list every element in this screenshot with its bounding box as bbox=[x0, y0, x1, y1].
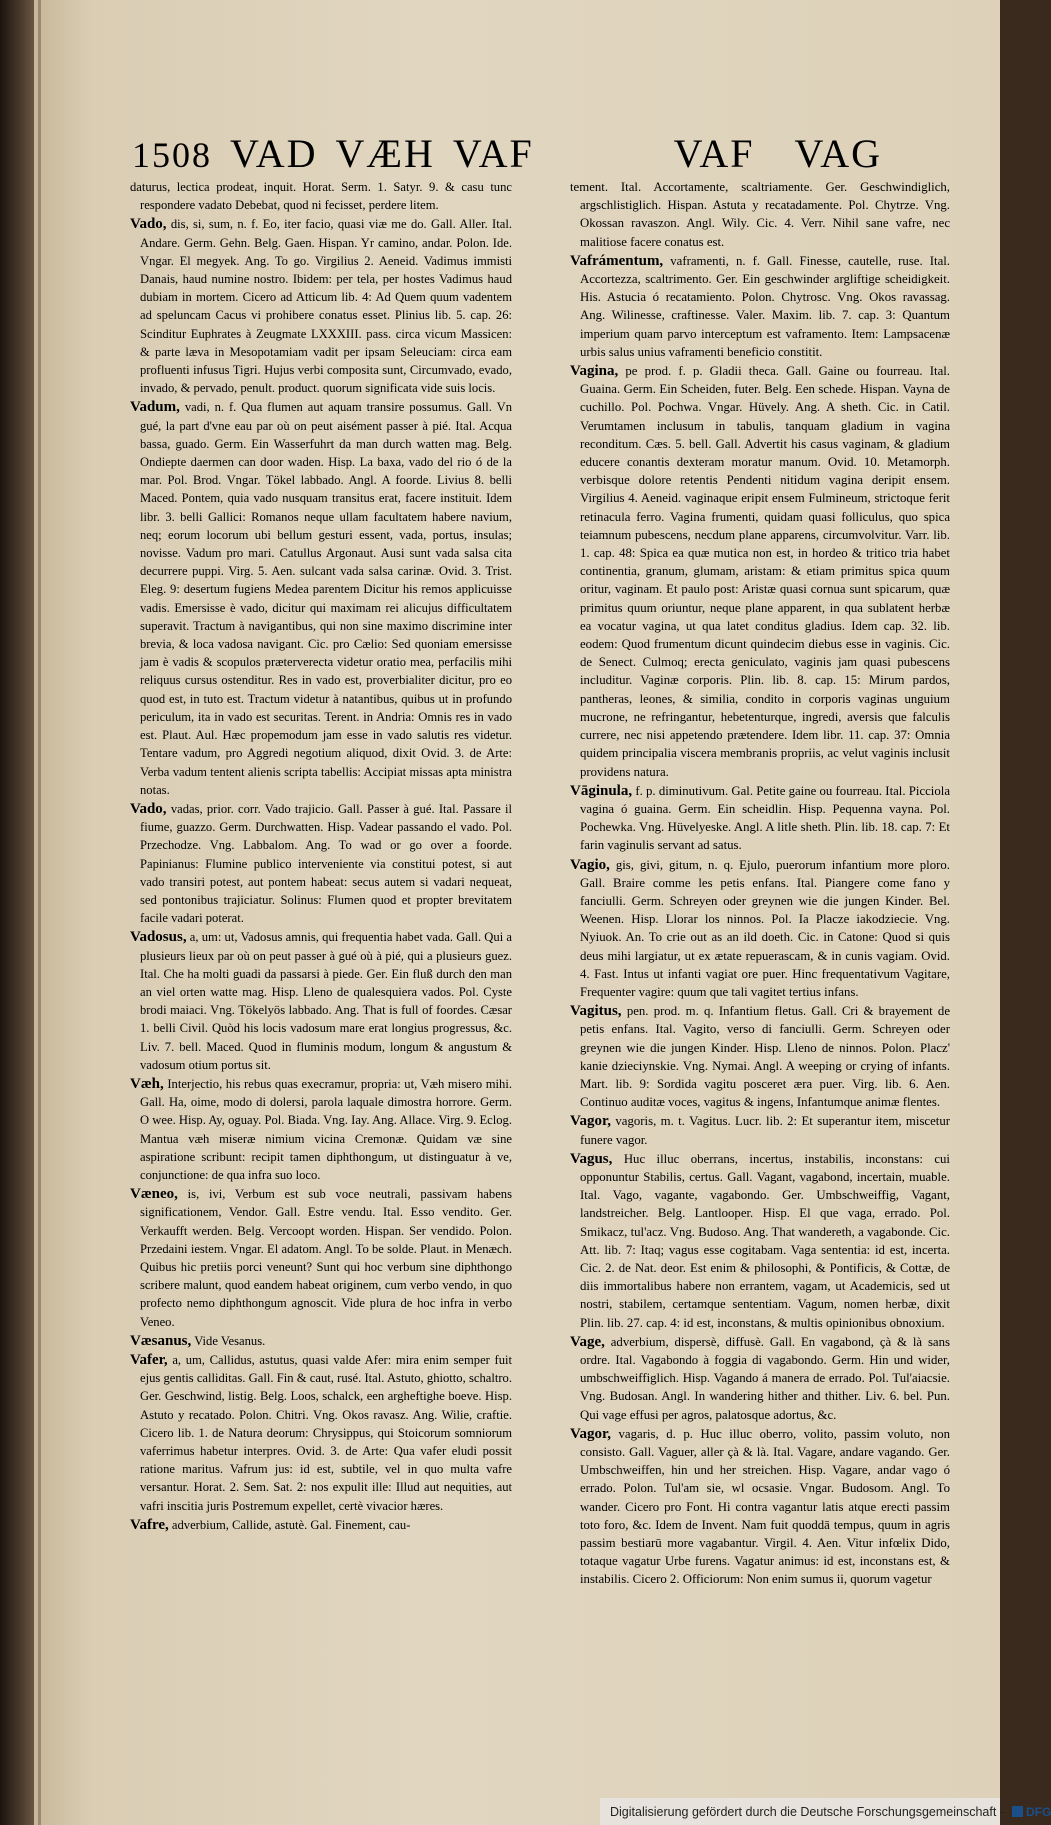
footer-text: Digitalisierung gefördert durch die Deutsche Forschungsgemeinschaft - bbox=[610, 1804, 1004, 1819]
book-gutter bbox=[0, 0, 34, 1825]
header-word: VAF bbox=[452, 131, 534, 176]
header-word: VAD bbox=[230, 131, 318, 176]
entry-text: f. p. diminutivum. Gal. Petite gaine ou fourreau. Ital. Picciola vagina ó guaina. Germ. Ein scheidlin. Hisp. Pequenna vayna. Pol. Pochewka. Vng. Hüvelyeske. Angl. A litle sheth. Plin. lib. 18. cap. 7: Et farin vaginulis servant ad satus. bbox=[580, 783, 950, 853]
dictionary-entry bbox=[130, 398, 512, 798]
entry-headword: Vadum, bbox=[130, 399, 180, 416]
dictionary-entry bbox=[130, 1075, 512, 1184]
dictionary-entry bbox=[130, 215, 512, 397]
dictionary-entry bbox=[570, 856, 950, 1002]
right-header-group bbox=[674, 130, 882, 177]
dictionary-entry bbox=[130, 178, 512, 214]
dictionary-entry bbox=[570, 178, 950, 251]
folio-number: 1508 bbox=[132, 135, 212, 175]
entry-text: vagoris, m. t. Vagitus. Lucr. lib. 2: Et superantur item, miscetur funere vagor. bbox=[580, 1114, 950, 1147]
entry-headword: Vagus, bbox=[570, 1150, 613, 1167]
entry-headword: Vāginula, bbox=[570, 782, 633, 799]
dictionary-entry bbox=[570, 782, 950, 855]
dfg-logo bbox=[1012, 1805, 1051, 1819]
dfg-logo-text: DFG bbox=[1025, 1804, 1051, 1819]
dictionary-entry bbox=[570, 1425, 950, 1589]
dictionary-entry bbox=[130, 1332, 512, 1350]
entry-headword: Vafrámentum, bbox=[570, 252, 664, 269]
entry-headword: Vafre, bbox=[130, 1516, 169, 1533]
left-column bbox=[130, 178, 512, 1818]
entry-text: tement. Ital. Accortamente, scaltriamente. Ger. Geschwindiglich, argschlistiglich. Hispan. Astuta y recatadamente. Pol. Chytrze. Vng. Okossan ravaszon. Angl. Wily. Cic. 4. Verr. Nihil sane vafre, nec malitiose facere conatus est. bbox=[570, 180, 950, 249]
entry-headword: Vagio, bbox=[570, 856, 610, 873]
digitization-footer bbox=[600, 1798, 1051, 1825]
entry-headword: Vagor, bbox=[570, 1425, 611, 1442]
entry-headword: Væsanus, bbox=[130, 1332, 192, 1349]
entry-text: pen. prod. m. q. Infantium fletus. Gall. Cri & brayement de petis enfans. Ital. Vagito, verso di fanciulli. Germ. Schreyen oder greynen wie die jungen Kinder. Hisp. Lleno de ninnos. Polon. Placz' kanie dzieciynskie. Vng. Nymai. Angl. A weeping or crying of infants. Mart. lib. 9: Sordida vagitu posceret æra puer. Virg. lib. 6. Aen. Continuo auditæ voces, vagitus & ingens, Infantumque animæ flentes. bbox=[580, 1004, 950, 1110]
dictionary-entry bbox=[570, 362, 950, 781]
page-edge-line bbox=[38, 0, 41, 1825]
entry-headword: Vagina, bbox=[570, 363, 619, 380]
header-word: VÆH bbox=[335, 131, 435, 176]
entry-text: dis, si, sum, n. f. Eo, iter facio, quasi viæ me do. Gall. Aller. Ital. Andare. Germ. Gehn. Belg. Gaen. Hispan. Yr camino, andar. Polon. Ide. Vngar. El megyek. Ang. To go. Virgilius 2. Aeneid. Vadimus immisti Danais, haud numine nostro. Ibidem: per tela, per hostes Vadimus haud dubiam in mortem. Cicero ad Atticum lib. 4: Ad Quem quum vadentem ad speluncam Cacus vi prohibere conatus esset. Plinius lib. 5. cap. 26: Scinditur Euphrates à Zeugmate LXXXIII. pass. circa vicum Massicen: & parte læva in Mesopotamiam vadit per ipsam Seleuciam: circa eam profluenti infusus Tigri. Hujus verbi composita sunt, Circumvado, evado, invado, & pervado, penult. product. quorum significata vide suis locis. bbox=[140, 217, 512, 396]
entry-text: adverbium, dispersè, diffusè. Gall. En vagabond, çà & là sans ordre. Ital. Vagabondo à foggia di vagabondo. Germ. Hin und wider, umbschweiffiglich. Hisp. Vagando á manera de errado. Pol. Tul'aiacsie. Vng. Budosan. Angl. In wandering hither and thither. Liv. 6. bel. Pun. Qui vage effusi per agros, palatosque adortus, &c. bbox=[580, 1334, 950, 1422]
entry-text: adverbium, Callide, astutè. Gal. Finement, cau- bbox=[171, 1517, 411, 1532]
entry-headword: Vagitus, bbox=[570, 1003, 622, 1020]
entry-headword: Vafer, bbox=[130, 1352, 168, 1368]
entry-text: pe prod. f. p. Gladii theca. Gall. Gaine ou fourreau. Ital. Guaina. Germ. Ein Scheiden, futer. Belg. Een schede. Hispan. Vayna de cuchillo. Pol. Pochwa. Vngar. Hüvely. Ang. A sheth. Cic. in Catil. Verumtamen inclusum in tabulis, tanquam gladium in vagina reconditum. Cæs. 5. bell. Gall. Advertit his casus vaginam, & gladium educere conantis dexteram moratur manum. Ovid. 10. Metamorph. verbisque dolore retentis Pendenti nitidum vagina deripit ensem. Virgilius 4. Aeneid. vaginaque eripit ensem Fulmineum, strictoque ferit retinacula ferro. Vagina frumenti, quidam quasi folliculus, quo spica teiamnum pubescens, necdum plane apparens, circumvolvitur. Varr. lib. 1. cap. 48: Spica ea quæ mutica non est, in hordeo & tritico tria habet continentia, granum, glumam, aristam: & etiam primitus spica quum oritur, vaginam. Et paulo post: Aristæ quasi cornua sunt spicarum, quæ primitus quum oriuntur, neque plane apparent, in qua sublatent herbæ ea vocatur vagina, ut qua latet conditus gladius. Idem cap. 32. lib. eodem: Quod frumentum dicunt quindecim diebus esse in vaginis. Cic. de Senect. Culmoq; erecta geniculato, vaginis jam quasi pubescens includitur. Vaginæ corporis. Plin. lib. 8. cap. 15: Mirum pardos, pantheras, leones, & similia, condito in corporis vaginas unguium mucrone, ne refringantur, hebetenturque, ingredi, aversis que falculis currere, nec nisi appetendo prætendere. Idem libr. 11. cap. 37: Omnia quidem principalia viscera membranis propriis, ac velut vaginis inclusit providens natura. bbox=[580, 364, 951, 779]
entry-text: Vide Vesanus. bbox=[194, 1333, 266, 1348]
entry-headword: Vado, bbox=[130, 216, 167, 233]
entry-text: gis, givi, gitum, n. q. Ejulo, puerorum infantium more ploro. Gall. Braire comme les petis enfans. Ital. Piangere come fano y fanciulli. Germ. Schreyen oder greynen wie die jungen Kinder. Bel. Weenen. Hisp. Llorar los ninnos. Pol. Ia Placze iakodziecie. Vng. Nyiuok. An. To crie out as an ild doeth. Cic. in Catone: Quod si quis deus mihi largiatur, ut ex ætate repuerascam, & in cunis vagiam. Ovid. 4. Fast. Intus ut infanti vagiat ore puer. Hinc frequentativum Vagitare, Frequenter vagire: quum que tali vagitet tertius infans. bbox=[580, 857, 950, 999]
dictionary-entry bbox=[570, 1112, 950, 1148]
entry-headword: Vadosus, bbox=[130, 929, 187, 946]
entry-text: daturus, lectica prodeat, inquit. Horat. Serm. 1. Satyr. 9. & casu tunc respondere vadato Debebat, quod ni fecisset, perdere litem. bbox=[130, 180, 512, 213]
header-word: VAF bbox=[673, 131, 755, 176]
dictionary-entry bbox=[570, 252, 950, 361]
entry-text: vadas, prior. corr. Vado trajicio. Gall. Passer à gué. Ital. Passare il fiume, guazzo. Germ. Durchwatten. Hisp. Vadear passando el vado. Pol. Przechodze. Vng. Labbalom. Ang. To wad or go over a foorde. Papinianus: Flumine publico interveniente via constitui potest, si aut vado transiri potest, aut pontem habeat: secus autem si vadari nequeat, sed pontonibus trajiciatur. Solinus: Flumen quod et propter brevitatem facile vadari poterat. bbox=[140, 801, 512, 926]
right-column bbox=[570, 178, 950, 1818]
dictionary-entry bbox=[130, 1516, 512, 1534]
dictionary-entry bbox=[130, 1185, 512, 1331]
dictionary-entry bbox=[570, 1002, 950, 1111]
entry-text: a, um, Callidus, astutus, quasi valde Afer: mira enim semper fuit ejus gentis calliditas. Gall. Fin & caut, rusé. Ital. Astuto, ghiotto, schaltro. Ger. Geschwind, listig. Belg. Loos, schalck, een argheftighe boeve. Hisp. Astuto y recatado. Polon. Chitri. Vng. Okos ravasz. Ang. Wilie, craftie. Cicero lib. 1. de Natura deorum: Chrysippus, qui Stoicorum somniorum vaferrimus habetur interpres. Ovid. 3. de Arte: Qua vafer eludi possit ratione maritus. Vafrum jus: id est, subtile, vel in quo multa vafre versantur. Horat. 2. Sem. Sat. 2: nos expulit ille: Illud aut nequities, aut vafri inscitia juris Postremum expellet, certè vivacior hæres. bbox=[140, 1353, 512, 1513]
header-word: VAG bbox=[794, 131, 882, 176]
entry-text: vadi, n. f. Qua flumen aut aquam transire possumus. Gall. Vn gué, la part d'vne eau par où on peut aisément passer à pié. Ital. Acqua bassa, guado. Germ. Ein Wasserfuhrt da man durch watten mag. Belg. Ondiepte daermen can door waden. Hisp. La baxa, vado del rio ó de la mar. Pol. Brod. Vngar. Tökel labbado. Angl. A foorde. Livius 8. belli Maced. Pontem, quia vado nusquam transitus erat, facere instituit. Idem libr. 3. belli Gallici: Romanos neque ullam facultatem habere navium, neq; eorum locorum ubi bellum gesturi essent, vada, portus, insulas; novisse. Vadum pro mari. Catullus Argonaut. Ausi sunt vada salsa cita decurrere puppi. Virg. 5. Aen. sulcant vada salsa carinæ. Ovid. 3. Trist. Eleg. 9: desertum fugiens Medea parentem Dicitur his remos applicuisse vadis. Emersisse è vado, dicitur qui maximam rei alicujus difficultatem superavit. Tractum à navigantibus, qui non sine maximo discrimine inter brevia, & loca vadosa navigant. Cic. pro Cælio: Sed quoniam emersisse jam è vadis & scopulos præterverecta videtur oratio mea, perfacilis mihi reliquus cursus ostenditur. Res in vado est, proverbialiter dicitur, pro eo quod est, in tuto est. Tractum videtur à natantibus, quibus ut in profundo periculum, ita in vado est securitas. Terent. in Andria: Omnis res in vado est. Plaut. Aul. Hæc propemodum jam esse in vado salutis res videtur. Tentare vadum, pro Aggredi negotium aliquod, dixit Ovid. 3. de Arte: Verba vadum tentent alienis scripta tabellis: Accipiat missas apta ministra notas. bbox=[140, 400, 512, 797]
dictionary-entry bbox=[570, 1333, 950, 1424]
left-header-group bbox=[132, 130, 534, 177]
dictionary-entry bbox=[130, 800, 512, 927]
entry-headword: Vage, bbox=[570, 1333, 605, 1350]
dfg-logo-mark bbox=[1012, 1806, 1023, 1817]
entry-text: Interjectio, his rebus quas execramur, propria: ut, Væh misero mihi. Gall. Ha, oime, modo di dolersi, parola laquale dimostra horrore. Germ. O wee. Hisp. Ay, oguay. Pol. Biada. Vng. Iay. Ang. Allace. Virg. 9. Eclog. Mantua væh miseræ nimium vicina Cremonæ. Quidam væ sine aspiratione scribunt: recipit tamen diphthongum, ut distinguatur à ve, conjunctione: de qua infra suo loco. bbox=[140, 1076, 512, 1182]
running-header bbox=[132, 130, 892, 178]
dictionary-entry bbox=[130, 1351, 512, 1515]
entry-headword: Vado, bbox=[130, 800, 167, 817]
entry-headword: Vagor, bbox=[570, 1113, 611, 1130]
entry-text: is, ivi, Verbum est sub voce neutrali, passivam habens significationem, Vendor. Gall. Estre vendu. Ital. Esso vendito. Ger. Verkaufft werden. Belg. Vercoopt worden. Hispan. Ser vendido. Polon. Przedaini iestem. Vngar. El adatom. Angl. To be solde. Plaut. in Menæch. Quibus hic pretiis porci veneunt? Sunt qui hoc verbum sine diphthongo scribere malunt, quod eandem habeat originem, cum verbo vendo, in quo profecto nemo diphthongum agnoscit. Vide plura de hoc infra in verbo Veneo. bbox=[140, 1187, 512, 1329]
entry-text: a, um: ut, Vadosus amnis, qui frequentia habet vada. Gall. Qui a plusieurs lieux par où on peut passer à gué où à pié, qui a plusieurs guez. Ital. Che ha molti guadi da passarsi à piede. Ger. Ein fluß durch den man an viel orten watte mag. Hisp. Lleno de qualesquiera vados. Pol. Cyste brodi maiaci. Vng. Tökelyös labbado. Ang. That is full of foordes. Cæsar 1. belli Civil. Quòd his locis vadosum mare erat longius progressus, &c. Liv. 7. bell. Maced. Quod in fluminis modum, longum & angustum & vadosum otium portus sit. bbox=[140, 930, 512, 1072]
entry-text: Huc illuc oberrans, incertus, instabilis, inconstans: cui opponuntur Stabilis, certus. Gall. Vagant, vagabond, incertain, muable. Ital. Vago, vagante, vagabondo. Ger. Umbschweiffig, Vagant, landstreicher. Belg. Lantlooper. Hisp. El que vaga, errado. Pol. Smikacz, tul'acz. Vng. Budoso. Ang. That wandereth, a vagabonde. Cic. Att. lib. 7: Itaq; vagus esse cogitabam. Vaga sententia: id est, incerta. Cic. 2. de Nat. deor. Est enim & philosophi, & Pontificis, & Cottæ, de diis immortalibus habere non errantem, vagam, ut Academicis, sed ut nostri, stabilem, certamque sententiam. Vagum, nomen herbæ, dixit Plin. lib. 27. cap. 4: id est, inconstans, & multis opinionibus obnoxium. bbox=[580, 1151, 950, 1330]
entry-headword: Væh, bbox=[130, 1075, 164, 1092]
dictionary-entry bbox=[570, 1150, 950, 1332]
dictionary-entry bbox=[130, 928, 512, 1074]
entry-headword: Væneo, bbox=[130, 1186, 178, 1203]
entry-text: vaframenti, n. f. Gall. Finesse, cautelle, ruse. Ital. Accortezza, scaltrimento. Ger. Ein geschwinder argliftige scheidigkeit. His. Astucia ó recatamiento. Polon. Chytrosc. Vng. Okos ravassag. Ang. Wilinesse, craftinesse. Valer. Maxim. lib. 7. cap. 3: Quantum imperium quam parvo interceptum est vaframento. Item: Lampsacenæ urbis salus unius vaframenti beneficio constitit. bbox=[580, 253, 951, 359]
entry-text: vagaris, d. p. Huc illuc oberro, volito, passim voluto, non consisto. Gall. Vaguer, aller çà & là. Ital. Vagare, andare vagando. Ger. Umbschweiffen, hin und her streichen. Hisp. Vagare, andar vago ó errado. Polon. Tul'am sie, wl ocsasie. Vngar. Budosom. Angl. To wander. Cicero pro Font. Hi contra vagantur latis atque erecti passim toto foro, &c. Idem de Invent. Nam fuit quoddā tempus, quum in agris passim bestiarū more vagabantur. Virgil. 4. Aen. Vitur infœlix Dido, totaque vagatur Urbe furens. Vagatur animus: id est, inconstans est, & instabilis. Cicero 2. Officiorum: Non enim sumus ii, quorum vagetur bbox=[580, 1426, 950, 1587]
